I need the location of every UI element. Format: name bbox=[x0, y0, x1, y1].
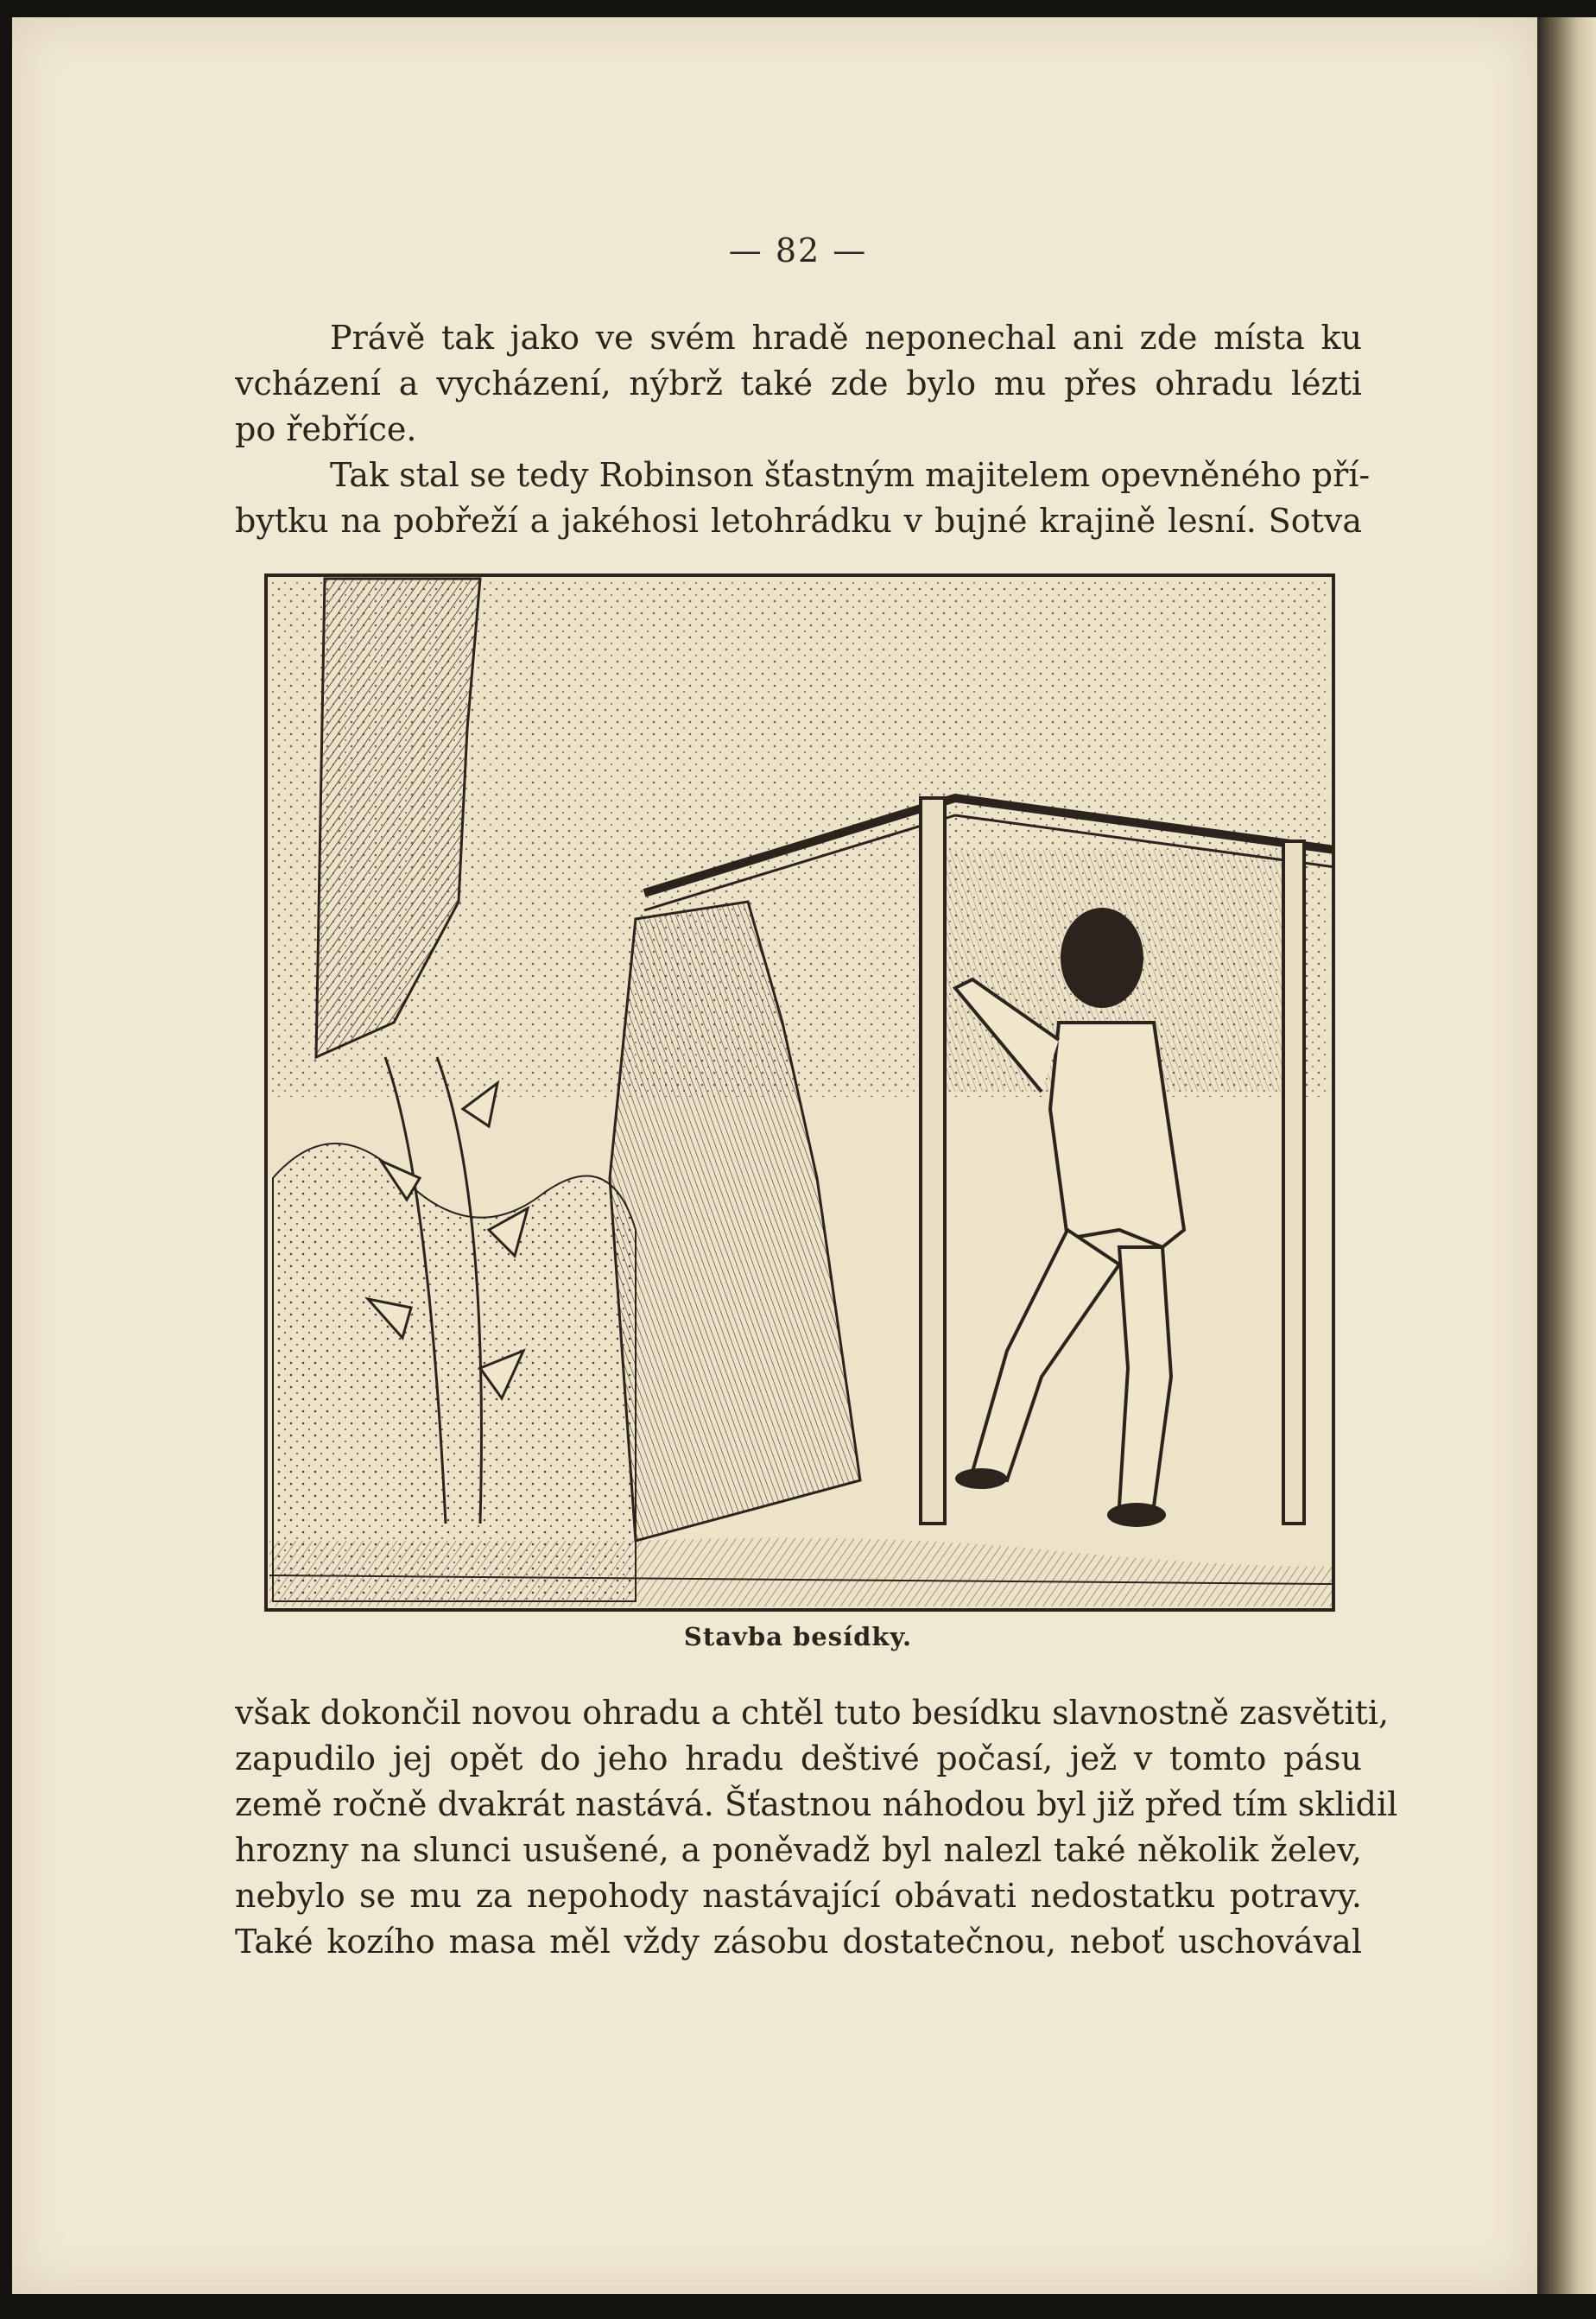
text-block-bottom bbox=[235, 1690, 1398, 1965]
text-line: Právě tak jako ve svém hradě neponechal ani zde místa ku bbox=[330, 319, 1362, 357]
engraving-picture bbox=[264, 573, 1335, 1612]
page-number: — 82 — bbox=[728, 231, 868, 269]
text-line: po řebříce. bbox=[235, 410, 417, 448]
book-spine bbox=[1537, 17, 1596, 2294]
text-line: vcházení a vycházení, nýbrž také zde bylo mu přes ohradu lézti bbox=[235, 364, 1362, 402]
text-line: země ročně dvakrát nastává. Šťastnou náhodou byl již před tím sklidil bbox=[235, 1785, 1398, 1823]
text-line: však dokončil novou ohradu a chtěl tuto besídku slavnostně zasvětiti, bbox=[235, 1694, 1390, 1732]
text-line: Tak stal se tedy Robinson šťastným majitelem opevněného pří- bbox=[330, 456, 1371, 494]
text-block-top bbox=[235, 315, 1371, 544]
text-line: bytku na pobřeží a jakéhosi letohrádku v bujné krajině lesní. Sotva bbox=[235, 502, 1362, 540]
illustration bbox=[264, 573, 1335, 1612]
illustration-caption: Stavba besídky. bbox=[683, 1622, 913, 1651]
text-line: hrozny na slunci usušené, a poněvadž byl nalezl také několik želev, bbox=[235, 1831, 1362, 1869]
text-line: zapudilo jej opět do jeho hradu deštivé počasí, jež v tomto pásu bbox=[235, 1739, 1362, 1777]
text-line: Také kozího masa měl vždy zásobu dostatečnou, neboť uschovával bbox=[235, 1923, 1362, 1961]
text-line: nebylo se mu za nepohody nastávající obávati nedostatku potravy. bbox=[235, 1877, 1362, 1915]
